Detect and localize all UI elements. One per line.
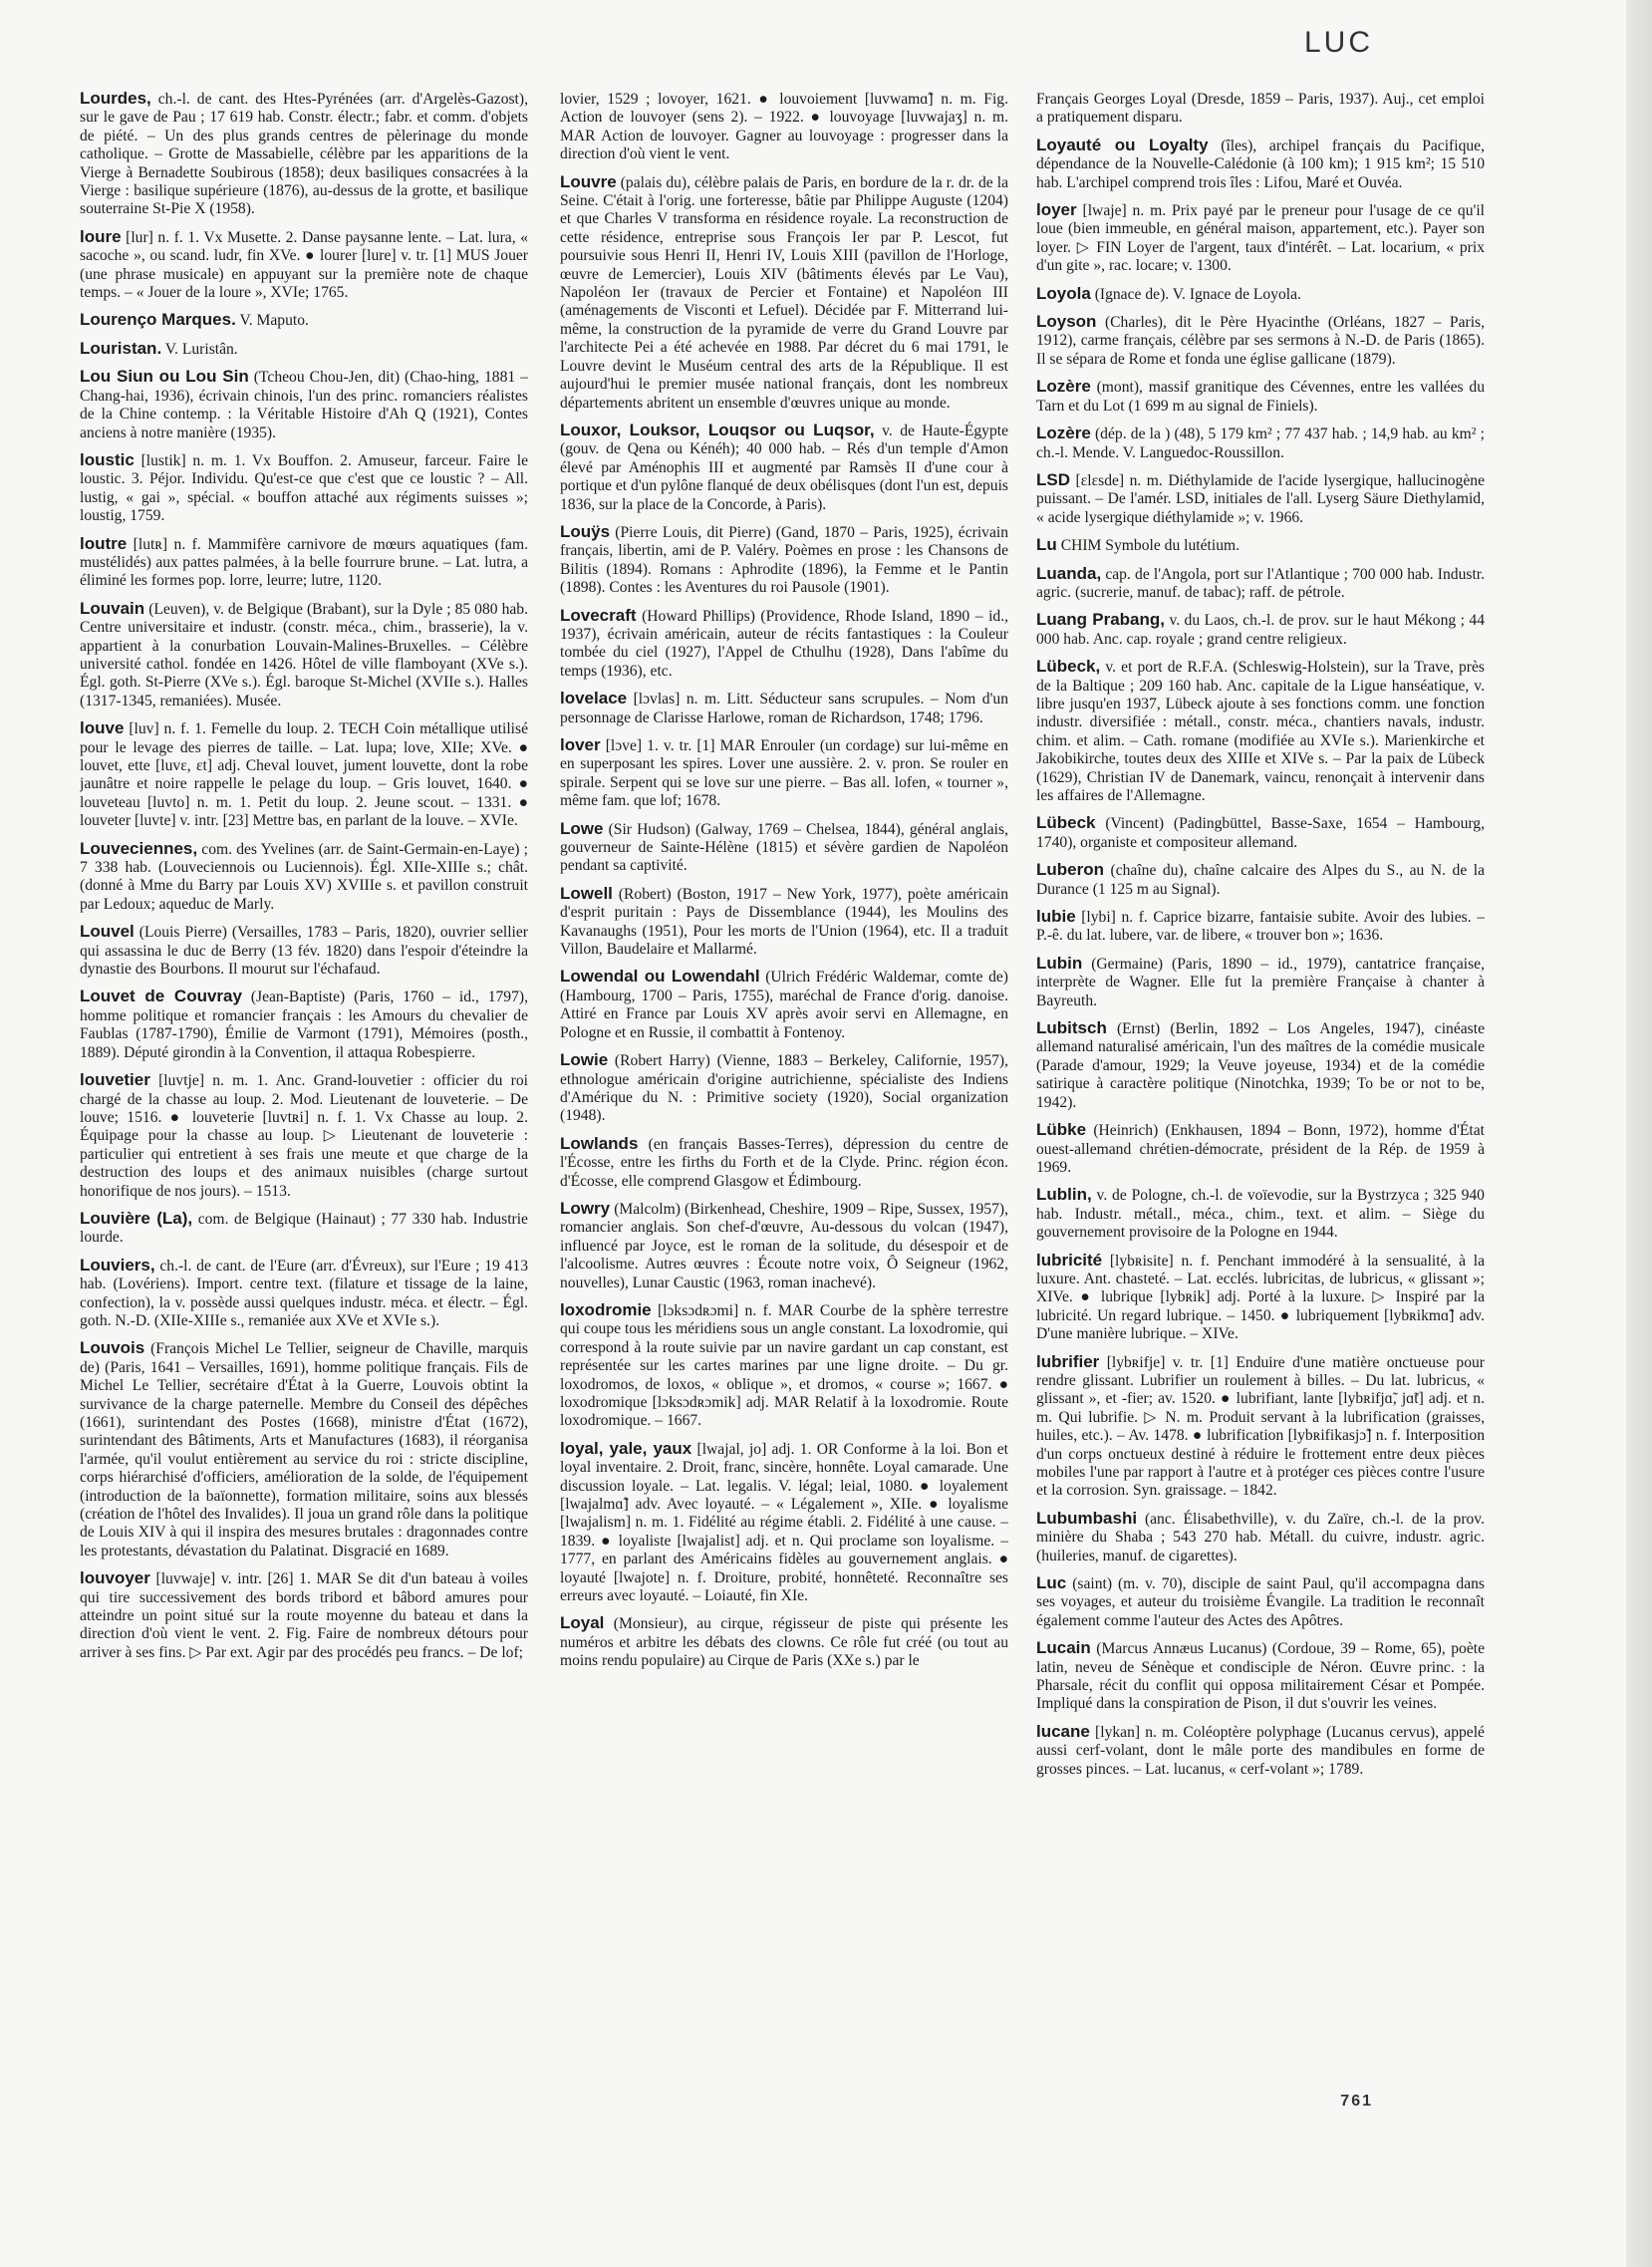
dictionary-entry xyxy=(80,311,528,330)
entry-headword: Lubumbashi xyxy=(1036,1508,1138,1528)
dictionary-entry xyxy=(80,535,528,591)
entry-headword: Lublin, xyxy=(1036,1185,1092,1205)
entry-definition: [luv] n. f. 1. Femelle du loup. 2. TECH Coin métallique utilisé pour le levage des pierres de taille. – Lat. lupa; love, XIIe; XVe. ● louvet, ette [luvɛ, ɛt] adj. Cheval louvet, jument louvette, dont la robe jaunâtre et noire rappelle le pelage du loup. – Gris louvet, 1640. ● louveteau [luvto] n. m. 1. Petit du loup. 2. Jeune scout. – 1331. ● louveter [luvte] v. intr. [23] Mettre bas, en parlant de la louve. – XVIe. xyxy=(80,720,528,830)
dictionary-entry xyxy=(80,923,528,979)
column-left xyxy=(80,90,528,2083)
entry-headword: lubie xyxy=(1036,907,1076,927)
entry-headword: Lovecraft xyxy=(560,605,637,625)
entry-definition: (anc. Élisabethville), v. du Zaïre, ch.-l. de la prov. minière du Shaba ; 543 270 hab. Métall. du cuivre, industr. agric. (huileries, manuf. de cigarettes). xyxy=(1036,1510,1485,1564)
entry-headword: loxodromie xyxy=(560,1299,652,1319)
dictionary-entry xyxy=(560,523,1008,598)
entry-definition: [lybʀifje] v. tr. [1] Enduire d'une matière onctueuse pour rendre glissant. Lubrifier un roulement à billes. – Du lat. lubricus, « glissant », et -fier; av. 1520. ● lubrifiant, lante [lybʀifjɑ̃, jɑ̃t] adj. et n. m. Qui lubrifie. ▷ N. m. Produit servant à la lubrification (graisses, huiles, etc.). – Av. 1478. ● lubrification [lybʀifikasjɔ̃] n. f. Interposition d'un corps onctueux destiné à réduire le frottement entre deux pièces mobiles l'une par rapport à l'autre et à protéger ces pièces contre l'usure et la corrosion. Syn. graissage. – 1842. xyxy=(1036,1353,1485,1500)
dictionary-entry xyxy=(80,840,528,915)
entry-definition: (Ignace de). V. Ignace de Loyola. xyxy=(1094,285,1301,303)
entry-definition: (Ernst) (Berlin, 1892 – Los Angeles, 1947), cinéaste allemand naturalisé américain, l'un des maîtres de la comédie musicale (Parade d'amour, 1929; la Veuve joyeuse, 1934) et de la comédie satirique à caractère politique (Ninotchka, 1939; To be or not to be, 1942). xyxy=(1036,1020,1485,1111)
entry-definition: com. de Belgique (Hainaut) ; 77 330 hab. Industrie lourde. xyxy=(80,1210,528,1247)
entry-headword: Lowe xyxy=(560,818,604,838)
entry-definition: (dép. de la ) (48), 5 179 km² ; 77 437 hab. ; 14,9 hab. au km² ; ch.-l. Mende. V. Languedoc-Roussillon. xyxy=(1036,425,1485,461)
entry-definition: lovier, 1529 ; lovoyer, 1621. ● louvoiement [luvwamɑ̃] n. m. Fig. Action de louvoyer (sens 2). – 1922. ● louvoyage [luvwajaʒ] n. m. MAR Action de louvoyer. Gagner au louvoyage : progresser dans la direction d'où vient le vent. xyxy=(560,91,1008,163)
running-head: LUC xyxy=(1303,26,1373,59)
dictionary-entry xyxy=(1036,378,1485,416)
entry-headword: lover xyxy=(560,735,601,754)
entry-headword: Louÿs xyxy=(560,521,611,541)
entry-headword: Louvel xyxy=(80,922,135,942)
entry-headword: Luang Prabang, xyxy=(1036,610,1165,630)
entry-headword: Luberon xyxy=(1036,860,1104,880)
entry-definition: com. des Yvelines (arr. de Saint-Germain-en-Laye) ; 7 338 hab. (Louveciennois ou Luciennois). Égl. XIIe-XIIIe s.; chât. (donné à Mme du Barry par Louis XV) XVIIIe s. et pavillon construit par Ledoux; aqueduc de Marly. xyxy=(80,840,528,913)
entry-headword: Lowie xyxy=(560,1050,609,1070)
entry-headword: Louveciennes, xyxy=(80,838,198,858)
dictionary-entry xyxy=(560,1440,1008,1606)
entry-definition: (Leuven), v. de Belgique (Brabant), sur la Dyle ; 85 080 hab. Centre universitaire et industr. (constr. méca., chim., brasserie), la v. appartient à la conurbation Louvain-Malines-Bruxelles. – Célèbre université cathol. fondée en 1426. Hôtel de ville flamboyant (XVe s.). Égl. goth. St-Pierre (XVe s.). Égl. baroque St-Michel (XVIIe s.). Halles (1317-1345, remaniées). Musée. xyxy=(80,600,528,709)
dictionary-entry xyxy=(1036,908,1485,946)
entry-headword: Louvre xyxy=(560,171,617,191)
entry-definition: v. de Pologne, ch.-l. de voïevodie, sur la Bystrzyca ; 325 940 hab. Industr. métall., méca., chim., text. et alim. – Siège du gouvernement provisoire de la Pologne en 1944. xyxy=(1036,1187,1485,1242)
dictionary-entry xyxy=(560,1301,1008,1431)
entry-definition: ch.-l. de cant. de l'Eure (arr. d'Évreux), sur l'Eure ; 19 413 hab. (Lovériens). Import. centre text. (filature et tissage de la laine, confection), la v. possède aussi quelques industr. méca. et électr. – Égl. goth. N.-D. (XIIe-XIIIe s., remaniée aux XVe et XVIe s.). xyxy=(80,1257,528,1329)
entry-headword: Louristan. xyxy=(80,338,162,358)
entry-headword: louve xyxy=(80,718,125,738)
entry-definition: (Pierre Louis, dit Pierre) (Gand, 1870 – Paris, 1925), écrivain français, libertin, ami de P. Valéry. Poèmes en prose : les Chansons de Bilitis (1894). Romans : Aphrodite (1896), la Femme et le Pantin (1898). Contes : les Aventures du roi Pausole (1901). xyxy=(560,523,1008,597)
entry-headword: loyal, yale, yaux xyxy=(560,1438,692,1458)
page-number: 761 xyxy=(1340,2093,1373,2110)
entry-definition: (palais du), célèbre palais de Paris, en bordure de la r. dr. de la Seine. C'était à l'orig. une forteresse, bâtie par Philippe Auguste (1204) et que Charles V transforma en résidence royale. La reconstruction de cette résidence, entreprise sous François Ier par P. Lescot, fut poursuivie sous Henri II, Henri IV, Louis XIII (pavillon de l'Horloge, œuvre de Lemercier), Louis XIV (bâtiments élevés par Le Vau), Napoléon Ier (travaux de Percier et Fontaine) et Napoléon III (aménagements de Visconti et Lefuel). Décidée par F. Mitterrand lui-même, la construction de la pyramide de verre du Grand Louvre par l'architecte Pei a été achevée en 1988. Par décret du 6 mai 1791, le Louvre devint le Muséum central des arts de la République. Il est aujourd'hui le premier musée national français, dont les nombreux départements abritent un ensemble d'œuvres unique au monde. xyxy=(560,173,1008,412)
entry-headword: Lübeck, xyxy=(1036,657,1101,677)
dictionary-entry xyxy=(1036,285,1485,304)
dictionary-entry xyxy=(1036,137,1485,192)
dictionary-entry xyxy=(1036,313,1485,369)
dictionary-entry xyxy=(560,1200,1008,1292)
entry-headword: Lubitsch xyxy=(1036,1018,1107,1038)
entry-definition: [luvwaje] v. intr. [26] 1. MAR Se dit d'un bateau à voiles qui tire successivement des bords tribord et bâbord amures pour atteindre un point situé sur la route moyenne du bateau et dans la direction d'où vient le vent. 2. Fig. Faire de nombreux détours pour arriver à ses fins. ▷ Par ext. Agir par des procédés peu francs. – De lof; xyxy=(80,1570,528,1661)
entry-definition: (Louis Pierre) (Versailles, 1783 – Paris, 1820), ouvrier sellier qui assassina le duc de Berry (13 fév. 1820) dans l'espoir d'éteindre la dynastie des Bourbons. Il mourut sur l'échafaud. xyxy=(80,924,528,979)
dictionary-entry xyxy=(560,1614,1008,1670)
entry-definition: (Monsieur), au cirque, régisseur de piste qui présente les numéros et arbitre les débats des clowns. Ce rôle fut créé (ou tout au moins rendu populaire) au Cirque de Paris (XXe s.) par le xyxy=(560,1615,1008,1670)
dictionary-entry xyxy=(1036,1510,1485,1565)
entry-definition: (Marcus Annæus Lucanus) (Cordoue, 39 – Rome, 65), poète latin, neveu de Sénèque et condisciple de Néron. Œuvre princ. : la Pharsale, récit du conflit qui opposa militairement César et Pompée. Impliqué dans la conspiration de Pison, il dut s'ouvrir les veines. xyxy=(1036,1640,1485,1713)
dictionary-entry xyxy=(1036,1252,1485,1344)
dictionary-entry xyxy=(560,607,1008,682)
dictionary-entry xyxy=(1036,861,1485,899)
dictionary-entry xyxy=(1036,611,1485,649)
entry-headword: lucane xyxy=(1036,1721,1090,1741)
dictionary-entry xyxy=(1036,425,1485,462)
entry-headword: Lozère xyxy=(1036,424,1091,443)
entry-headword: Louvet de Couvray xyxy=(80,987,242,1006)
dictionary-entry xyxy=(1036,1574,1485,1630)
dictionary-entry xyxy=(80,719,528,830)
entry-headword: Lubin xyxy=(1036,953,1083,973)
entry-headword: Loyola xyxy=(1036,283,1091,303)
dictionary-entry xyxy=(1036,1121,1485,1177)
entry-headword: loure xyxy=(80,226,122,246)
entry-headword: loyer xyxy=(1036,200,1077,220)
entry-definition: Français Georges Loyal (Dresde, 1859 – Paris, 1937). Auj., cet emploi a pratiquement disparu. xyxy=(1036,91,1485,127)
dictionary-entry xyxy=(1036,1639,1485,1714)
entry-definition: (Sir Hudson) (Galway, 1769 – Chelsea, 1844), général anglais, gouverneur de Sainte-Hélène (1815) et sévère gardien de Napoléon pendant sa captivité. xyxy=(560,820,1008,875)
dictionary-entry xyxy=(80,451,528,526)
dictionary-entry xyxy=(80,368,528,442)
dictionary-entry xyxy=(1036,658,1485,805)
entry-definition: v. et port de R.F.A. (Schleswig-Holstein), sur la Trave, près de la Baltique ; 209 160 hab. Anc. capitale de la Ligue hanséatique, v. libre jusqu'en 1937, Lübeck ajoute à ses fonctions comm. une fonction industr. diversifiée : métall., constr. méca., chantiers navals, industr. chim. et alim. – Cath. romane (modifiée au XVIe s.). Marienkirche et Jakobikirche, toutes deux des XIIIe et XIVe s. – Par la paix de Lübeck (1629), Christian IV de Danemark, vaincu, renonçait à intervenir dans les affaires de l'Allemagne. xyxy=(1036,659,1485,804)
entry-headword: Lowell xyxy=(560,883,613,903)
entry-definition: [luvtje] n. m. 1. Anc. Grand-louvetier : officier du roi chargé de la chasse au loup. 2. Mod. Lieutenant de louveterie. – De louve; 1516. ● louveterie [luvtʀi] n. f. 1. Vx Chasse au loup. 2. Équipage pour la chasse au loup. ▷ Lieutenant de louveterie : particulier qui entretient à ses frais une meute et que charge de la destruction des loups et des animaux nuisibles (charge surtout honorifique de nos jours). – 1513. xyxy=(80,1072,528,1200)
dictionary-entry xyxy=(1036,1019,1485,1112)
dictionary-entry xyxy=(560,422,1008,514)
entry-headword: Lowlands xyxy=(560,1133,639,1153)
dictionary-entry xyxy=(1036,90,1485,128)
page-edge xyxy=(1626,0,1652,2267)
dictionary-entry xyxy=(80,228,528,303)
entry-definition: [lɔve] 1. v. tr. [1] MAR Enrouler (un cordage) sur lui-même en en superposant les spires. Lover une aussière. 2. v. pron. Se rouler en spirale. Serpent qui se love sur une pierre. – Bas all. lofen, « tourner », même fam. que lof; 1678. xyxy=(560,737,1008,810)
entry-definition: [lustik] n. m. 1. Vx Bouffon. 2. Amuseur, farceur. Faire le loustic. 3. Péjor. Individu. Qu'est-ce que c'est que ce loustic ? – All. lustig, « gai », spécial. « bouffon attaché aux régiments suisses »; loustig, 1759. xyxy=(80,451,528,525)
entry-headword: Lozère xyxy=(1036,377,1091,397)
entry-headword: lovelace xyxy=(560,689,628,708)
entry-definition: V. Maputo. xyxy=(239,312,309,330)
entry-definition: [lybʀisite] n. f. Penchant immodéré à la sensualité, à la luxure. Ant. chasteté. – Lat. ecclés. lubricitas, de lubricus, « glissant »; XIVe. ● lubrique [lybʀik] adj. Porté à la luxure. ▷ Inspiré par la lubricité. Un regard lubrique. – 1450. ● lubriquement [lybʀikmɑ̃] adv. D'une manière lubrique. – XIVe. xyxy=(1036,1252,1485,1343)
entry-definition: [lwajal, jo] adj. 1. OR Conforme à la loi. Bon et loyal inventaire. 2. Droit, franc, sincère, honnête. Loyal camarade. Une discussion loyale. – Lat. legalis. V. légal; leial, 1080. ● loyalement [lwajalmɑ̃] adv. Avec loyauté. – « Légalement », XIIe. ● loyalisme [lwajalism] n. m. 1. Fidélité au régime établi. 2. Fidélité à une cause. – 1839. ● loyaliste [lwajalist] adj. et n. Qui proclame son loyalisme. – 1777, en parlant des Américains fidèles au gouvernement anglais. ● loyauté [lwajote] n. f. Droiture, probité, honnêteté. Reconnaître ses erreurs avec loyauté. – Loiauté, fin XIe. xyxy=(560,1440,1008,1605)
entry-definition: ch.-l. de cant. des Htes-Pyrénées (arr. d'Argelès-Gazost), sur le gave de Pau ; 17 619 hab. Constr. électr.; fabr. et comm. d'objets de piété. – Un des plus grands centres de pèlerinage du monde catholique. – Grotte de Massabielle, célèbre par les apparitions de la Vierge à Bernadette Soubirous (1858); deux basiliques consacrées à la Vierge : basilique supérieure (1876), au-dessus de la grotte, et basilique souterraine St-Pie X (1958). xyxy=(80,91,528,218)
entry-definition: (chaîne du), chaîne calcaire des Alpes du S., au N. de la Durance (1 125 m au Signal). xyxy=(1036,862,1485,898)
entry-headword: Lowry xyxy=(560,1198,611,1218)
entry-definition: (Heinrich) (Enkhausen, 1894 – Bonn, 1972), homme d'État ouest-allemand chrétien-démocrate, président de la Rép. de 1959 à 1969. xyxy=(1036,1122,1485,1176)
dictionary-entry xyxy=(560,968,1008,1042)
dictionary-entry xyxy=(80,340,528,359)
entry-definition: (Howard Phillips) (Providence, Rhode Island, 1890 – id., 1937), écrivain américain, auteur de récits fantastiques : la Couleur tombée du ciel (1927), l'Appel de Cthulhu (1928), Dans l'abîme du temps (1936), etc. xyxy=(560,607,1008,680)
entry-headword: loutre xyxy=(80,533,128,553)
dictionary-entry xyxy=(1036,955,1485,1010)
entry-definition: (Charles), dit le Père Hyacinthe (Orléans, 1827 – Paris, 1912), carme français, célèbre par ses sermons à N.-D. de Paris (1865). Il se sépara de Rome et fonda une église gallicane (1879). xyxy=(1036,314,1485,368)
dictionary-entry xyxy=(80,90,528,219)
column-right xyxy=(1036,90,1485,2083)
entry-headword: Lourdes, xyxy=(80,90,151,108)
dictionary-entry xyxy=(1036,201,1485,276)
entry-headword: Louvière (La), xyxy=(80,1208,193,1228)
dictionary-entry xyxy=(80,988,528,1062)
entry-definition: [ɛlɛsde] n. m. Diéthylamide de l'acide lysergique, hallucinogène puissant. – De l'amér. LSD, initiales de l'all. Lyserg Säure Diethylamid, « acide lysergique diéthylamide »; v. 1966. xyxy=(1036,471,1485,526)
entry-headword: Lübeck xyxy=(1036,813,1096,833)
entry-definition: (Robert Harry) (Vienne, 1883 – Berkeley, Californie, 1957), ethnologue américain d'origine autrichienne, spécialiste des Indiens d'Amérique du N. : Primitive society (1920), Social organization (1948). xyxy=(560,1052,1008,1125)
dictionary-entry xyxy=(1036,814,1485,852)
entry-headword: Loyson xyxy=(1036,312,1097,332)
entry-headword: louvetier xyxy=(80,1070,150,1090)
entry-definition: (Vincent) (Padingbüttel, Basse-Saxe, 1654 – Hambourg, 1740), organiste et compositeur allemand. xyxy=(1036,815,1485,851)
dictionary-entry xyxy=(1036,1186,1485,1242)
entry-definition: [lɔvlas] n. m. Litt. Séducteur sans scrupules. – Nom d'un personnage de Clarisse Harlowe, roman de Richardson, 1748; 1796. xyxy=(560,691,1008,726)
column-middle xyxy=(560,90,1008,2083)
entry-headword: Louvain xyxy=(80,598,145,618)
entry-definition: (François Michel Le Tellier, seigneur de Chaville, marquis de) (Paris, 1641 – Versailles, 1691), homme politique français. Fils de Michel Le Tellier, secrétaire d'État à la Guerre, Louvois obtint la survivance de la charge paternelle. Membre du Conseil des dépêches (1661), surintendant des Postes (1668), ministre d'État (1672), surintendant des Bâtiments, Arts et Manufactures (1683), il réorganisa l'armée, qu'il voulut entièrement au service du roi : stricte discipline, corps hiérarchisé d'officiers, amélioration de la solde, de l'équipement (introduction de la baïonnette), formation militaire, soins aux blessés (création de l'hôtel des Invalides). Il joua un grand rôle dans la politique de Louis XIV à qui il inspira des mesures brutales : dragonnades contre les protestants, dévastation du Palatinat. Disgracié en 1689. xyxy=(80,1340,528,1559)
dictionary-entry xyxy=(560,1051,1008,1126)
entry-headword: loustic xyxy=(80,449,135,469)
entry-definition: (Robert) (Boston, 1917 – New York, 1977), poète américain d'esprit puritain : Pays de Dissemblance (1944), les Moulins des Kavanaughs (1951), Pour les morts de l'Union (1964), etc. Il a traduit Villon, Baudelaire et Mallarmé. xyxy=(560,885,1008,959)
entry-headword: Lourenço Marques. xyxy=(80,310,236,330)
entry-definition: [lybi] n. f. Caprice bizarre, fantaisie subite. Avoir des lubies. – P.-ê. du lat. lubere, var. de libere, « trouver bon »; 1636. xyxy=(1036,909,1485,945)
dictionary-entry xyxy=(80,1071,528,1201)
entry-headword: Loyauté ou Loyalty xyxy=(1036,135,1209,154)
dictionary-entry xyxy=(80,1257,528,1331)
dictionary-entry xyxy=(560,1135,1008,1191)
entry-definition: [lwaje] n. m. Prix payé par le preneur pour l'usage de ce qu'il loue (bien immeuble, en général maison, appartement, etc.). Payer son loyer. ▷ FIN Loyer de l'argent, taux d'intérêt. – Lat. locarium, « prix d'un gite », rac. locare; v. 1300. xyxy=(1036,202,1485,275)
entry-headword: louvoyer xyxy=(80,1568,150,1588)
dictionary-entry xyxy=(560,90,1008,164)
entry-headword: lubrifier xyxy=(1036,1351,1100,1371)
entry-headword: LSD xyxy=(1036,469,1070,489)
entry-definition: (Jean-Baptiste) (Paris, 1760 – id., 1797), homme politique et romancier français : les Amours du chevalier de Faublas (1787-1790), Émilie de Varmont (1791), Mémoires (posth., 1889). Député girondin à la Convention, il attaqua Robespierre. xyxy=(80,989,528,1061)
entry-headword: Louviers, xyxy=(80,1255,155,1275)
entry-headword: lubricité xyxy=(1036,1250,1103,1270)
entry-definition: [lɔksɔdʀɔmi] n. f. MAR Courbe de la sphère terrestre qui coupe tous les méridiens sous un angle constant. La loxodromie, qui correspond à la route suivie par un navire gardant un cap constant, est représentée sur les cartes marines par une ligne droite. – Du gr. loxodromos, de loxos, « oblique », et dromos, « course »; 1667. ● loxodromique [lɔksɔdʀɔmik] adj. MAR Relatif à la loxodromie. Route loxodromique. – 1667. xyxy=(560,1301,1008,1430)
entry-headword: Luc xyxy=(1036,1573,1067,1593)
entry-definition: (Malcolm) (Birkenhead, Cheshire, 1909 – Ripe, Sussex, 1957), romancier anglais. Son chef-d'œuvre, Au-dessous du volcan (1947), influencé par Joyce, est le roman de la solitude, du désespoir et de l'alcoolisme. Autres œuvres : Écoute notre voix, Ô Seigneur (1962, nouvelles), Lunar Caustic (1963, roman inachevé). xyxy=(560,1200,1008,1291)
dictionary-entry xyxy=(80,600,528,710)
dictionary-entry xyxy=(80,1339,528,1560)
entry-headword: Lucain xyxy=(1036,1638,1091,1658)
dictionary-entry xyxy=(560,173,1008,413)
entry-definition: (Ulrich Frédéric Waldemar, comte de) (Hambourg, 1700 – Paris, 1755), maréchal de France d'orig. danoise. Attiré en France par Louis XV après avoir servi en Allemagne, en Pologne et en Russie, il combattit à Fontenoy. xyxy=(560,969,1008,1041)
entry-definition: (mont), massif granitique des Cévennes, entre les vallées du Tarn et du Lot (1 699 m au signal de Finiels). xyxy=(1036,379,1485,415)
entry-definition: (Tcheou Chou-Jen, dit) (Chao-hing, 1881 – Chang-hai, 1936), écrivain chinois, l'un des princ. romanciers réalistes de la Chine contemp. : la Véritable Histoire d'Ah Q (1921), Contes anciens à notre manière (1935). xyxy=(80,369,528,441)
dictionary-entry xyxy=(560,690,1008,727)
dictionary-entry xyxy=(560,885,1008,960)
entry-headword: Louvois xyxy=(80,1338,145,1358)
entry-definition: v. du Laos, ch.-l. de prov. sur le haut Mékong ; 44 000 hab. Anc. cap. royale ; grand centre religieux. xyxy=(1036,612,1485,648)
entry-definition: (saint) (m. v. 70), disciple de saint Paul, qu'il accompagna dans ses voyages, et auteur du troisième Évangile. La tradition le reconnaît également comme l'auteur des Actes des Apôtres. xyxy=(1036,1575,1485,1629)
entry-headword: Louxor, Louksor, Louqsor ou Luqsor, xyxy=(560,420,875,439)
dictionary-entry xyxy=(1036,471,1485,527)
entry-headword: Lowendal ou Lowendahl xyxy=(560,967,760,987)
entry-definition: [lur] n. f. 1. Vx Musette. 2. Danse paysanne lente. – Lat. lura, « sacoche », ou scand. ludr, fin XVe. ● lourer [lure] v. tr. [1] MUS Jouer (une phrase musicale) en appuyant sur la première note de chaque temps. – « Jouer de la loure », XVIe; 1765. xyxy=(80,228,528,302)
dictionary-entry xyxy=(1036,536,1485,555)
dictionary-entry xyxy=(80,1569,528,1662)
dictionary-entry xyxy=(80,1210,528,1248)
entry-definition: [lutʀ] n. f. Mammifère carnivore de mœurs aquatiques (fam. mustélidés) aux pattes palmées, à la belle fourrure brune. – Lat. lutra, a éliminé les formes pop. lorre, leurre; lutre, 1120. xyxy=(80,535,528,590)
dictionary-entry xyxy=(1036,565,1485,603)
entry-definition: CHIM Symbole du lutétium. xyxy=(1060,537,1240,555)
entry-definition: cap. de l'Angola, port sur l'Atlantique ; 700 000 hab. Industr. agric. (sucrerie, manuf. de tabac); raff. de pétrole. xyxy=(1036,565,1485,601)
dictionary-entry xyxy=(560,736,1008,811)
dictionary-entry xyxy=(1036,1723,1485,1779)
entry-definition: v. de Haute-Égypte (gouv. de Qena ou Kénéh); 40 000 hab. – Rés d'un temple d'Amon élevé par Aménophis III et augmenté par Ramsès II d'une cour à portique et d'un pylône flanqué de deux obélisques (dont l'un est, depuis 1836, sur la place de la Concorde, à Paris). xyxy=(560,422,1008,513)
entry-definition: [lykan] n. m. Coléoptère polyphage (Lucanus cervus), appelé aussi cerf-volant, dont le mâle porte des mandibules en forme de grosses pinces. – Lat. lucanus, « cerf-volant »; 1789. xyxy=(1036,1723,1485,1778)
entry-definition: (en français Basses-Terres), dépression du centre de l'Écosse, entre les firths du Forth et de la Clyde. Princ. région écon. d'Écosse, elle comprend Glasgow et Édimbourg. xyxy=(560,1135,1008,1190)
dictionary-entry xyxy=(560,820,1008,876)
entry-definition: (îles), archipel français du Pacifique, dépendance de la Nouvelle-Calédonie (à 100 km); 1 915 km²; 15 510 hab. L'archipel comprend trois îles : Lifou, Maré et Ouvéa. xyxy=(1036,137,1485,191)
entry-headword: Lübke xyxy=(1036,1120,1087,1140)
entry-definition: (Germaine) (Paris, 1890 – id., 1979), cantatrice française, interprète de Wagner. Elle fut la première Française à chanter à Bayreuth. xyxy=(1036,955,1485,1009)
entry-headword: Luanda, xyxy=(1036,563,1102,583)
entry-headword: Lou Siun ou Lou Sin xyxy=(80,367,249,387)
entry-headword: Loyal xyxy=(560,1613,605,1633)
entry-headword: Lu xyxy=(1036,535,1057,555)
dictionary-entry xyxy=(1036,1353,1485,1501)
entry-definition: V. Luristân. xyxy=(164,340,238,358)
